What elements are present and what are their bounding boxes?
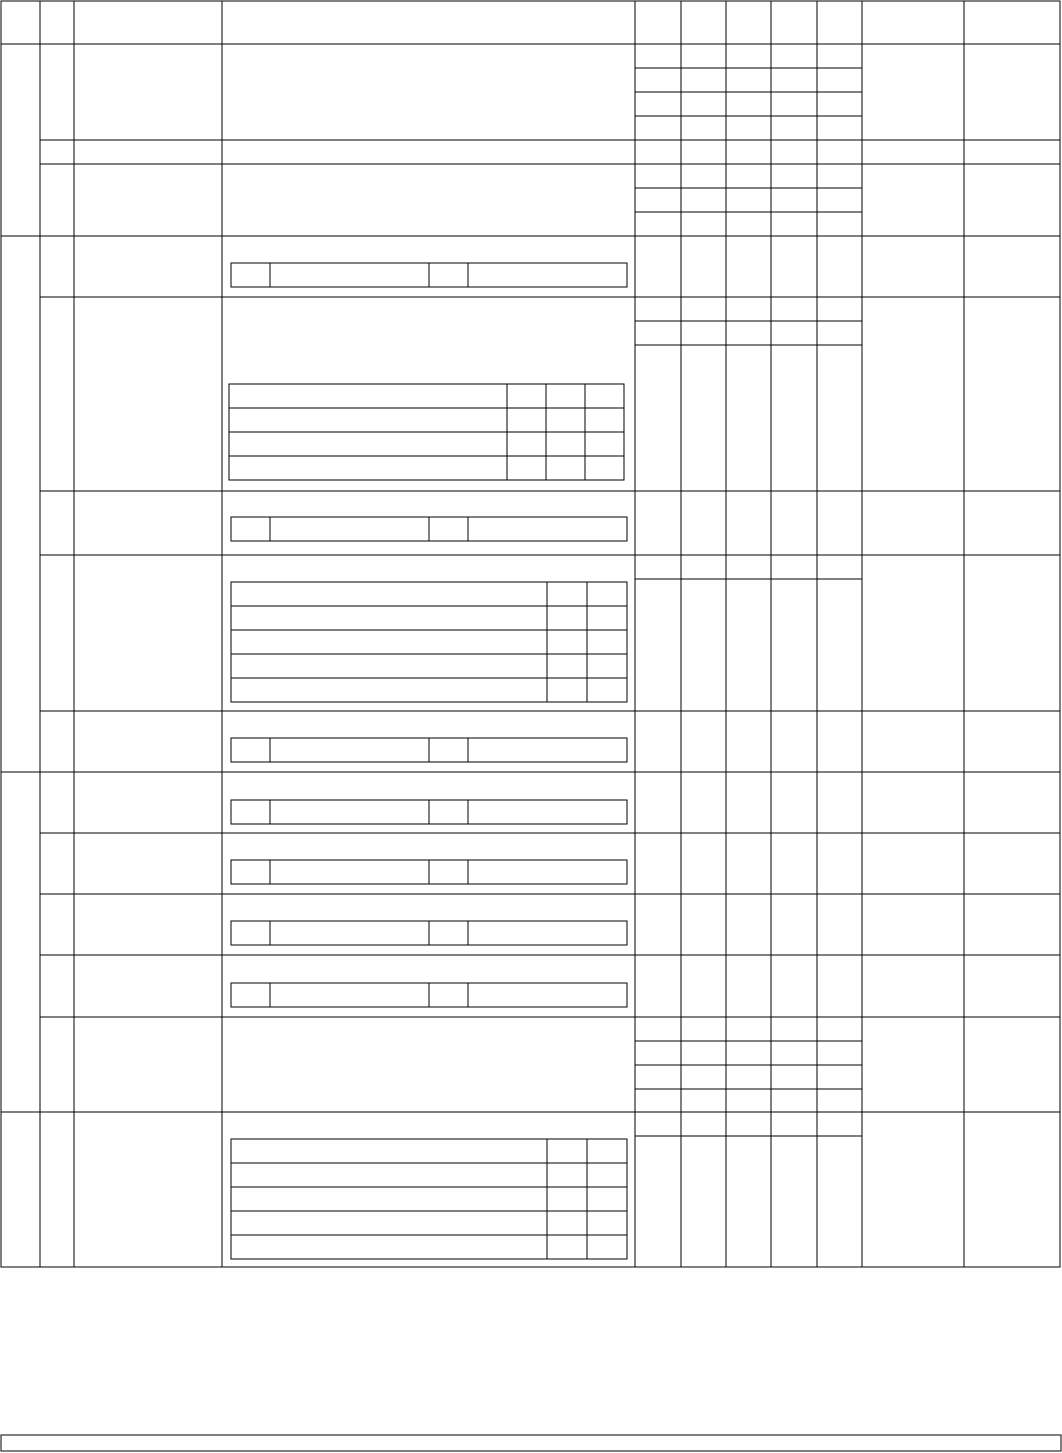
inner-table-b bbox=[231, 582, 627, 702]
footer-box bbox=[1, 1435, 1061, 1451]
table-frame bbox=[1, 1, 1060, 1267]
form-grid bbox=[1, 1, 1060, 1267]
inner-table-c bbox=[231, 1139, 627, 1259]
